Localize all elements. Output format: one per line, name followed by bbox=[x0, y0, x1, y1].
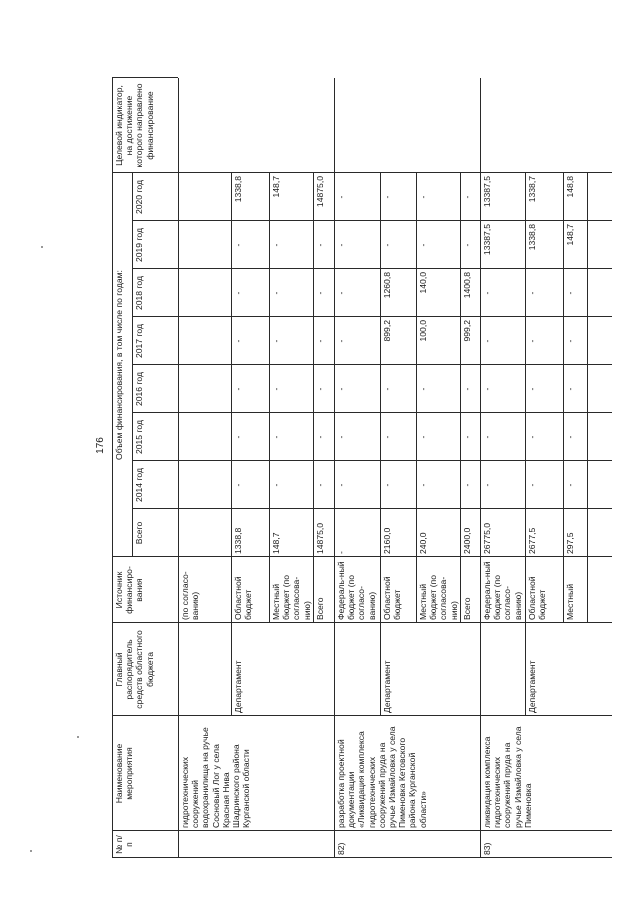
table-rule bbox=[112, 172, 612, 173]
year-value-cell: - bbox=[233, 483, 243, 487]
table-rule bbox=[480, 78, 481, 858]
total-cell: 14875,0 bbox=[315, 522, 325, 554]
source-cell: Областной бюджет bbox=[527, 576, 548, 620]
total-cell: - bbox=[336, 551, 346, 554]
source-cell: (по согласо-ванию) bbox=[180, 571, 201, 620]
header-indicator: Целевой индикатор, на достижение которого направлено финансирование bbox=[114, 83, 155, 168]
year-value-cell: - bbox=[271, 339, 281, 343]
year-value-cell: - bbox=[271, 387, 281, 391]
header-total: Всего bbox=[134, 521, 144, 545]
year-value-cell: 148,7 bbox=[271, 176, 281, 198]
year-value-cell: - bbox=[382, 195, 392, 199]
year-value-cell: 1400,8 bbox=[462, 272, 472, 299]
year-value-cell: - bbox=[418, 435, 428, 439]
year-value-cell: - bbox=[527, 435, 537, 439]
year-value-cell bbox=[178, 461, 231, 509]
total-cell bbox=[178, 509, 231, 557]
source-cell: Федераль-ный бюджет (по согласо-ванию) bbox=[336, 561, 377, 620]
table-rule bbox=[132, 220, 612, 221]
source-cell: Всего bbox=[315, 597, 325, 620]
year-value-cell: - bbox=[382, 387, 392, 391]
header-admin: Главный распорядитель средств областного бюджета bbox=[114, 630, 155, 709]
table-rule bbox=[112, 622, 612, 623]
year-value-cell: - bbox=[271, 435, 281, 439]
header-year: 2015 год bbox=[134, 419, 144, 455]
source-cell: Местный бюджет (по согласова-нию) bbox=[271, 574, 312, 620]
table-rule bbox=[380, 623, 381, 716]
header-year: 2017 год bbox=[134, 323, 144, 359]
year-value-cell: - bbox=[382, 435, 392, 439]
year-value-cell: - bbox=[271, 243, 281, 247]
total-cell: 1338,8 bbox=[233, 527, 243, 554]
header-year: 2018 год bbox=[134, 275, 144, 311]
year-value-cell: - bbox=[336, 483, 346, 487]
year-value-cell: 1338,7 bbox=[527, 176, 537, 203]
table-rule bbox=[112, 715, 612, 716]
header-year: 2019 год bbox=[134, 227, 144, 263]
year-value-cell bbox=[178, 317, 231, 365]
source-cell: Областной бюджет bbox=[382, 576, 403, 620]
financing-table bbox=[112, 78, 612, 858]
table-rule bbox=[132, 316, 612, 317]
year-value-cell: - bbox=[462, 243, 472, 247]
year-value-cell: - bbox=[482, 435, 492, 439]
year-value-cell: 13387,5 bbox=[482, 224, 492, 256]
table-rule bbox=[132, 508, 612, 509]
year-value-cell: - bbox=[233, 435, 243, 439]
page-number: 176 bbox=[94, 437, 106, 454]
total-cell: 297,5 bbox=[565, 532, 575, 554]
table-rule bbox=[525, 623, 526, 716]
admin-cell: Департамент bbox=[527, 660, 537, 713]
year-value-cell: 1338,8 bbox=[233, 176, 243, 203]
year-value-cell: - bbox=[336, 195, 346, 199]
total-cell: 2160,0 bbox=[382, 527, 392, 554]
year-value-cell: - bbox=[315, 483, 325, 487]
total-cell: 148,7 bbox=[271, 532, 281, 554]
rotated-table-page bbox=[112, 78, 612, 858]
source-cell: Федераль-ный бюджет (по согласо-ванию) bbox=[482, 561, 523, 620]
table-rule bbox=[112, 556, 612, 557]
table-rule bbox=[112, 77, 178, 78]
table-rule bbox=[112, 830, 612, 831]
table-rule bbox=[132, 173, 133, 557]
year-value-cell: - bbox=[336, 339, 346, 343]
year-value-cell: - bbox=[462, 195, 472, 199]
year-value-cell: - bbox=[462, 435, 472, 439]
year-value-cell: - bbox=[418, 483, 428, 487]
year-value-cell: - bbox=[462, 483, 472, 487]
event-name: гидротехнических сооружений водохранилища на ручье Сосновый Лог у села Красная Нива Шадринского района Курганской области bbox=[180, 727, 252, 828]
source-cell: Местный bbox=[565, 584, 575, 620]
year-value-cell: - bbox=[315, 243, 325, 247]
scan-speck bbox=[41, 246, 43, 248]
year-value-cell: 1260,8 bbox=[382, 272, 392, 299]
table-rule bbox=[132, 460, 612, 461]
year-value-cell: - bbox=[336, 387, 346, 391]
scan-speck bbox=[77, 736, 79, 738]
year-value-cell: 13387,5 bbox=[482, 176, 492, 208]
year-value-cell: - bbox=[527, 339, 537, 343]
year-value-cell bbox=[178, 221, 231, 269]
admin-cell: Департамент bbox=[382, 660, 392, 713]
year-value-cell: - bbox=[315, 387, 325, 391]
year-value-cell: 1338,8 bbox=[527, 224, 537, 251]
table-rule bbox=[132, 268, 612, 269]
year-value-cell: - bbox=[482, 387, 492, 391]
year-value-cell: - bbox=[315, 435, 325, 439]
year-value-cell: - bbox=[271, 483, 281, 487]
total-cell: 240,0 bbox=[418, 532, 428, 554]
year-value-cell: - bbox=[418, 243, 428, 247]
source-cell: Местный бюджет (по согласова-нию) bbox=[418, 574, 459, 620]
year-value-cell: - bbox=[233, 291, 243, 295]
year-value-cell: - bbox=[418, 195, 428, 199]
row-number: 82) bbox=[336, 842, 346, 855]
year-value-cell bbox=[178, 269, 231, 317]
header-num: № п/п bbox=[114, 835, 135, 854]
header-volume: Объем финансирования, в том числе по годам: bbox=[114, 270, 124, 460]
header-year: 2014 год bbox=[134, 467, 144, 503]
year-value-cell bbox=[178, 173, 231, 221]
table-rule bbox=[112, 78, 113, 858]
header-source: Источник финансиро-вания bbox=[114, 566, 145, 614]
year-value-cell bbox=[178, 413, 231, 461]
year-value-cell: 899,2 bbox=[382, 320, 392, 342]
row-number: 83) bbox=[482, 842, 492, 855]
year-value-cell: 100,0 bbox=[418, 320, 428, 342]
year-value-cell: - bbox=[336, 243, 346, 247]
year-value-cell bbox=[178, 365, 231, 413]
year-value-cell: 148,8 bbox=[565, 176, 575, 198]
header-year: 2016 год bbox=[134, 371, 144, 407]
year-value-cell: - bbox=[382, 483, 392, 487]
year-value-cell: - bbox=[527, 291, 537, 295]
year-value-cell: - bbox=[527, 387, 537, 391]
table-rule bbox=[178, 78, 179, 858]
event-name: ликвидация комплекса гидротехнических сооружений пруда на ручье Измайловка у села Пименовка bbox=[482, 726, 533, 828]
year-value-cell: - bbox=[418, 387, 428, 391]
source-cell: Всего bbox=[462, 597, 472, 620]
year-value-cell: - bbox=[565, 483, 575, 487]
year-value-cell: - bbox=[565, 387, 575, 391]
year-value-cell: - bbox=[382, 243, 392, 247]
table-rule bbox=[112, 857, 612, 858]
event-name: разработка проектной документации «Ликвидация комплекса гидротехнических сооружений пруда на ручье Измайловка у села Пименовка Кетовского района Курганской области» bbox=[336, 726, 428, 828]
year-value-cell: - bbox=[482, 483, 492, 487]
year-value-cell: - bbox=[233, 387, 243, 391]
year-value-cell: - bbox=[271, 291, 281, 295]
scan-speck bbox=[30, 850, 32, 852]
header-year: 2020 год bbox=[134, 179, 144, 215]
year-value-cell: - bbox=[527, 483, 537, 487]
year-value-cell: 148,7 bbox=[565, 224, 575, 246]
year-value-cell: - bbox=[315, 339, 325, 343]
year-value-cell: - bbox=[565, 435, 575, 439]
total-cell: 2677,5 bbox=[527, 527, 537, 554]
year-value-cell: 14875,0 bbox=[315, 176, 325, 208]
table-rule bbox=[132, 412, 612, 413]
year-value-cell: - bbox=[233, 243, 243, 247]
year-value-cell: - bbox=[315, 291, 325, 295]
admin-cell: Департамент bbox=[233, 660, 243, 713]
year-value-cell: - bbox=[565, 339, 575, 343]
year-value-cell: - bbox=[233, 339, 243, 343]
table-rule bbox=[231, 623, 232, 716]
year-value-cell: 140,0 bbox=[418, 272, 428, 294]
year-value-cell: - bbox=[336, 291, 346, 295]
year-value-cell: - bbox=[462, 387, 472, 391]
year-value-cell: - bbox=[565, 291, 575, 295]
year-value-cell: 999,2 bbox=[462, 320, 472, 342]
year-value-cell: - bbox=[482, 291, 492, 295]
table-rule bbox=[334, 78, 335, 858]
source-cell: Областной бюджет bbox=[233, 576, 254, 620]
year-value-cell: - bbox=[482, 339, 492, 343]
header-name: Наименование мероприятия bbox=[114, 743, 135, 804]
total-cell: 26775,0 bbox=[482, 522, 492, 554]
total-cell: 2400,0 bbox=[462, 527, 472, 554]
table-rule bbox=[132, 364, 612, 365]
year-value-cell: - bbox=[336, 435, 346, 439]
